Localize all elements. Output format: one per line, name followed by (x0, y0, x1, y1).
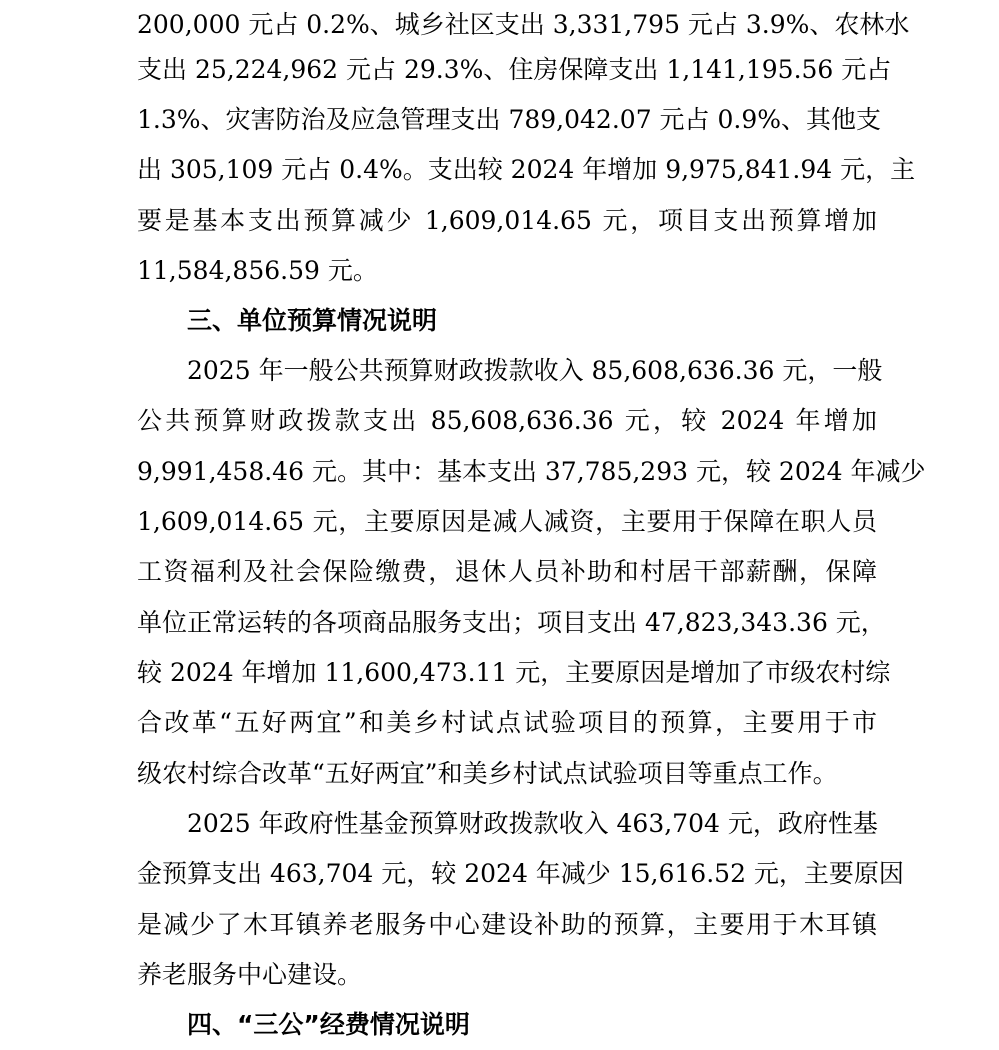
text-line: 级农村综合改革“五好两宜”和美乡村试点试验项目等重点工作。 (137, 759, 838, 788)
text-line: 1,609,014.65 元，主要原因是减人减资，主要用于保障在职人员 (137, 507, 877, 536)
section-heading-three-public-expenses: 四、“三公”经费情况说明 (187, 1010, 470, 1039)
text-line: 金预算支出 463,704 元，较 2024 年减少 15,616.52 元，主要原因 (137, 859, 904, 888)
text-line: 合改革“五好两宜”和美乡村试点试验项目的预算，主要用于市 (137, 708, 877, 737)
text-line: 是减少了木耳镇养老服务中心建设补助的预算，主要用于木耳镇 (137, 910, 877, 939)
text-line: 单位正常运转的各项商品服务支出；项目支出 47,823,343.36 元， (137, 608, 886, 637)
text-line: 11,584,856.59 元。 (137, 256, 378, 285)
text-line: 200,000 元占 0.2%、城乡社区支出 3,331,795 元占 3.9%、农林水 (137, 10, 910, 39)
text-line: 9,991,458.46 元。其中：基本支出 37,785,293 元，较 2024 年减少 (137, 457, 926, 486)
text-line: 支出 25,224,962 元占 29.3%、住房保障支出 1,141,195.56 元占 (137, 55, 892, 84)
text-line: 要是基本支出预算减少 1,609,014.65 元，项目支出预算增加 (137, 206, 877, 235)
text-line: 2025 年一般公共预算财政拨款收入 85,608,636.36 元，一般 (187, 356, 883, 385)
text-line: 2025 年政府性基金预算财政拨款收入 463,704 元，政府性基 (187, 809, 878, 838)
text-line: 较 2024 年增加 11,600,473.11 元，主要原因是增加了市级农村综 (137, 658, 891, 687)
text-line: 出 305,109 元占 0.4%。支出较 2024 年增加 9,975,841.94 元，主 (137, 155, 916, 184)
text-line: 养老服务中心建设。 (137, 960, 363, 989)
section-heading-unit-budget: 三、单位预算情况说明 (187, 306, 438, 335)
text-line: 公共预算财政拨款支出 85,608,636.36 元，较 2024 年增加 (137, 406, 877, 435)
text-line: 工资福利及社会保险缴费，退休人员补助和村居干部薪酬，保障 (137, 557, 877, 586)
text-line: 1.3%、灾害防治及应急管理支出 789,042.07 元占 0.9%、其他支 (137, 105, 882, 134)
